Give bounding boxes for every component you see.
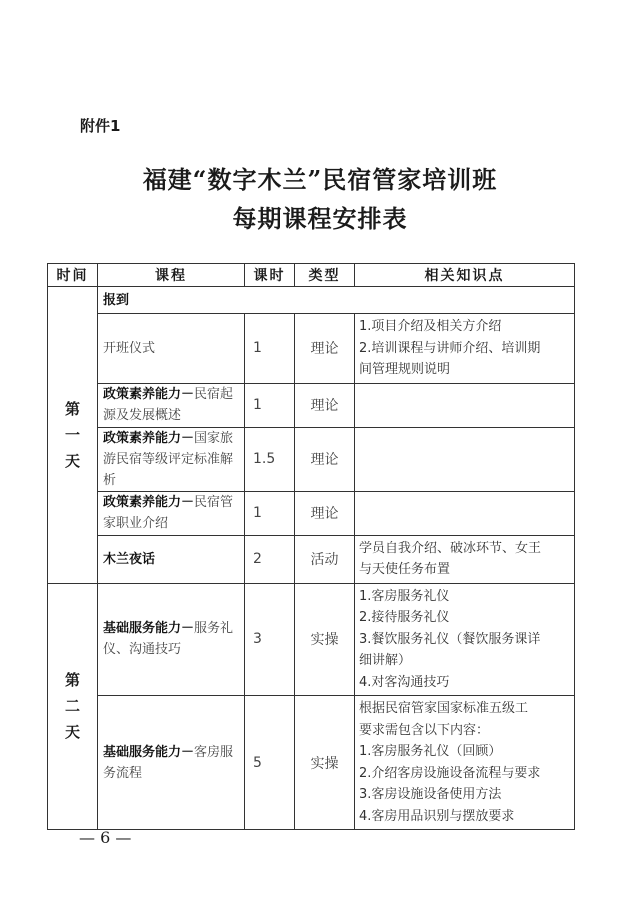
day-two-cell bbox=[48, 583, 98, 830]
type-cell: 理论 bbox=[295, 383, 355, 427]
table-row bbox=[48, 696, 575, 830]
course-category: 基础服务能力－ bbox=[103, 744, 195, 760]
course-cell bbox=[98, 491, 245, 535]
knowledge-line: 间管理规则说明 bbox=[359, 362, 451, 377]
day-one-label: 第一天 bbox=[64, 399, 80, 470]
course-cell bbox=[98, 535, 245, 583]
type-cell: 理论 bbox=[295, 491, 355, 535]
course-cell bbox=[98, 583, 245, 696]
knowledge-line: 要求需包含以下内容： bbox=[359, 722, 490, 738]
page-number: — 6 — bbox=[79, 828, 132, 847]
table-row bbox=[48, 314, 575, 384]
knowledge-line: 1.客房服务礼仪 bbox=[359, 588, 450, 604]
knowledge-line: 学员自我介绍、破冰环节、女王 bbox=[359, 540, 542, 556]
table-row bbox=[48, 535, 575, 583]
schedule-table bbox=[47, 263, 575, 830]
header-hours: 课时 bbox=[245, 264, 295, 287]
hours-cell: 1 bbox=[245, 491, 295, 535]
knowledge-line: 与天使任务布置 bbox=[359, 562, 451, 577]
type-cell: 活动 bbox=[295, 535, 355, 583]
knowledge-line: 1.客房服务礼仪（回顾） bbox=[359, 744, 502, 759]
course-cell bbox=[98, 383, 245, 427]
header-course: 课程 bbox=[98, 264, 245, 287]
course-checkin-label: 报到 bbox=[103, 292, 130, 308]
hours-cell: 1 bbox=[245, 383, 295, 427]
type-cell: 实操 bbox=[295, 696, 355, 830]
document-subtitle: 每期课程安排表 bbox=[232, 204, 408, 233]
table-header-row bbox=[48, 264, 575, 287]
table-row bbox=[48, 287, 575, 314]
table-row bbox=[48, 427, 575, 491]
attachment-label: 附件1 bbox=[80, 117, 121, 135]
day-two-label: 第二天 bbox=[64, 671, 80, 742]
knowledge-line: 4.对客沟通技巧 bbox=[359, 674, 450, 690]
course-category: 基础服务能力－ bbox=[103, 621, 195, 637]
knowledge-cell bbox=[355, 314, 575, 384]
hours-cell: 3 bbox=[245, 583, 295, 696]
course-category: 政策素养能力－ bbox=[103, 495, 195, 510]
knowledge-line: 1.项目介绍及相关方介绍 bbox=[359, 319, 502, 334]
course-name: 民宿管家职业介绍 bbox=[103, 495, 234, 531]
knowledge-cell bbox=[355, 535, 575, 583]
course-name: 国家旅游民宿等级评定标准解析 bbox=[103, 430, 234, 488]
knowledge-line: 细讲解） bbox=[359, 653, 412, 668]
header-type: 类型 bbox=[295, 264, 355, 287]
course-cell bbox=[98, 427, 245, 491]
type-cell: 理论 bbox=[295, 427, 355, 491]
knowledge-line: 根据民宿管家国家标准五级工 bbox=[359, 701, 529, 716]
knowledge-line: 2.介绍客房设施设备流程与要求 bbox=[359, 765, 541, 781]
header-time: 时间 bbox=[48, 264, 98, 287]
knowledge-cell bbox=[355, 696, 575, 830]
document-title: 福建“数字木兰”民宿管家培训班 bbox=[142, 165, 498, 194]
knowledge-cell bbox=[355, 583, 575, 696]
course-name: 服务礼仪、沟通技巧 bbox=[103, 621, 234, 658]
course-cell bbox=[98, 696, 245, 830]
hours-cell: 2 bbox=[245, 535, 295, 583]
course-name: 木兰夜话 bbox=[103, 551, 156, 567]
knowledge-line: 2.接待服务礼仪 bbox=[359, 610, 450, 625]
knowledge-line: 2.培训课程与讲师介绍、培训期 bbox=[359, 340, 541, 356]
header-knowledge: 相关知识点 bbox=[355, 264, 575, 287]
knowledge-line: 4.客房用品识别与摆放要求 bbox=[359, 808, 515, 824]
table-row bbox=[48, 583, 575, 696]
hours-cell: 1 bbox=[245, 314, 295, 384]
table-row bbox=[48, 383, 575, 427]
course-name: 客房服务流程 bbox=[103, 744, 234, 781]
table-row bbox=[48, 491, 575, 535]
knowledge-cell bbox=[355, 491, 575, 535]
course-checkin bbox=[98, 287, 575, 314]
course-cell bbox=[98, 314, 245, 384]
course-category: 政策素养能力－ bbox=[103, 387, 195, 402]
course-name: 民宿起源及发展概述 bbox=[103, 387, 234, 423]
hours-cell: 5 bbox=[245, 696, 295, 830]
type-cell: 实操 bbox=[295, 583, 355, 696]
course-category: 政策素养能力－ bbox=[103, 430, 195, 446]
knowledge-line: 3.客房设施设备使用方法 bbox=[359, 787, 502, 802]
day-one-cell bbox=[48, 287, 98, 584]
knowledge-line: 3.餐饮服务礼仪（餐饮服务课详 bbox=[359, 631, 541, 647]
knowledge-cell bbox=[355, 383, 575, 427]
type-cell: 理论 bbox=[295, 314, 355, 384]
knowledge-cell bbox=[355, 427, 575, 491]
course-name: 开班仪式 bbox=[103, 340, 156, 356]
hours-cell: 1.5 bbox=[245, 427, 295, 491]
